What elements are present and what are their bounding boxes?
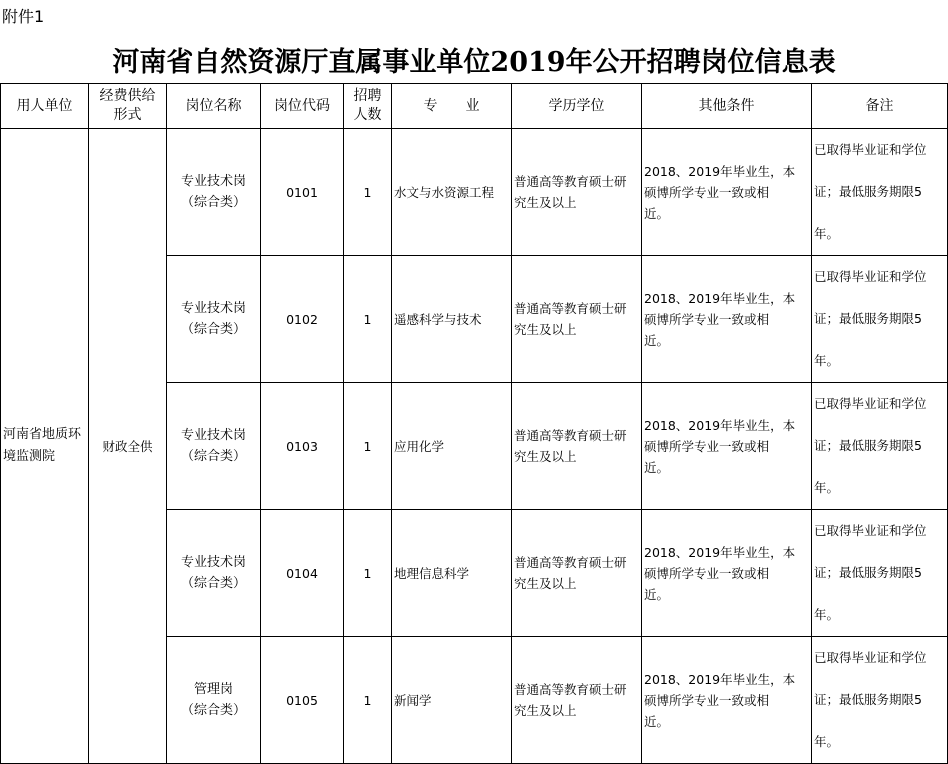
education-cell: 普通高等教育硕士研 究生及以上	[512, 637, 642, 764]
header-count	[344, 84, 392, 129]
attachment-label: 附件1	[2, 7, 45, 26]
header-funding-line: 经费供给	[99, 88, 156, 104]
major-cell: 应用化学	[392, 383, 512, 510]
major-cell: 新闻学	[392, 637, 512, 764]
header-education: 学历学位	[512, 84, 642, 129]
education-cell: 普通高等教育硕士研 究生及以上	[512, 256, 642, 383]
count-cell: 1	[344, 129, 392, 256]
note-cell: 已取得毕业证和学位 证；最低服务期限5 年。	[812, 637, 948, 764]
header-count-line: 招聘	[353, 88, 382, 104]
unit-cell	[1, 129, 89, 764]
note-cell: 已取得毕业证和学位 证；最低服务期限5 年。	[812, 256, 948, 383]
count-cell: 1	[344, 383, 392, 510]
header-post-name: 岗位名称	[167, 84, 261, 129]
post-code-cell: 0105	[261, 637, 344, 764]
major-cell: 地理信息科学	[392, 510, 512, 637]
other-conditions-cell: 2018、2019年毕业生，本 硕博所学专业一致或相 近。	[642, 637, 812, 764]
other-conditions-cell: 2018、2019年毕业生，本 硕博所学专业一致或相 近。	[642, 256, 812, 383]
count-cell: 1	[344, 256, 392, 383]
recruitment-table	[0, 83, 948, 764]
post-name-cell: 专业技术岗 （综合类）	[167, 510, 261, 637]
note-cell: 已取得毕业证和学位 证；最低服务期限5 年。	[812, 510, 948, 637]
header-funding-line: 形式	[113, 107, 142, 123]
header-row	[1, 84, 948, 129]
education-cell: 普通高等教育硕士研 究生及以上	[512, 383, 642, 510]
major-cell: 遥感科学与技术	[392, 256, 512, 383]
page-title: 河南省自然资源厅直属事业单位2019年公开招聘岗位信息表	[112, 47, 836, 78]
education-cell: 普通高等教育硕士研 究生及以上	[512, 129, 642, 256]
header-count-line: 人数	[353, 107, 382, 123]
note-cell: 已取得毕业证和学位 证；最低服务期限5 年。	[812, 129, 948, 256]
post-name-cell: 专业技术岗 （综合类）	[167, 383, 261, 510]
header-funding	[89, 84, 167, 129]
post-name-cell: 专业技术岗 （综合类）	[167, 256, 261, 383]
header-note: 备注	[812, 84, 948, 129]
education-cell: 普通高等教育硕士研 究生及以上	[512, 510, 642, 637]
header-other: 其他条件	[642, 84, 812, 129]
post-code-cell: 0101	[261, 129, 344, 256]
post-name-cell: 管理岗 （综合类）	[167, 637, 261, 764]
other-conditions-cell: 2018、2019年毕业生，本 硕博所学专业一致或相 近。	[642, 129, 812, 256]
header-unit: 用人单位	[1, 84, 89, 129]
post-code-cell: 0104	[261, 510, 344, 637]
post-code-cell: 0102	[261, 256, 344, 383]
count-cell: 1	[344, 510, 392, 637]
funding-cell: 财政全供	[89, 129, 167, 764]
other-conditions-cell: 2018、2019年毕业生，本 硕博所学专业一致或相 近。	[642, 383, 812, 510]
post-code-cell: 0103	[261, 383, 344, 510]
table-row	[1, 129, 948, 256]
header-post-code: 岗位代码	[261, 84, 344, 129]
count-cell: 1	[344, 637, 392, 764]
other-conditions-cell: 2018、2019年毕业生，本 硕博所学专业一致或相 近。	[642, 510, 812, 637]
header-major: 专 业	[392, 84, 512, 129]
post-name-cell: 专业技术岗 （综合类）	[167, 129, 261, 256]
unit-line: 境监测院	[3, 449, 56, 464]
major-cell: 水文与水资源工程	[392, 129, 512, 256]
unit-line: 河南省地质环	[3, 427, 82, 442]
note-cell: 已取得毕业证和学位 证；最低服务期限5 年。	[812, 383, 948, 510]
